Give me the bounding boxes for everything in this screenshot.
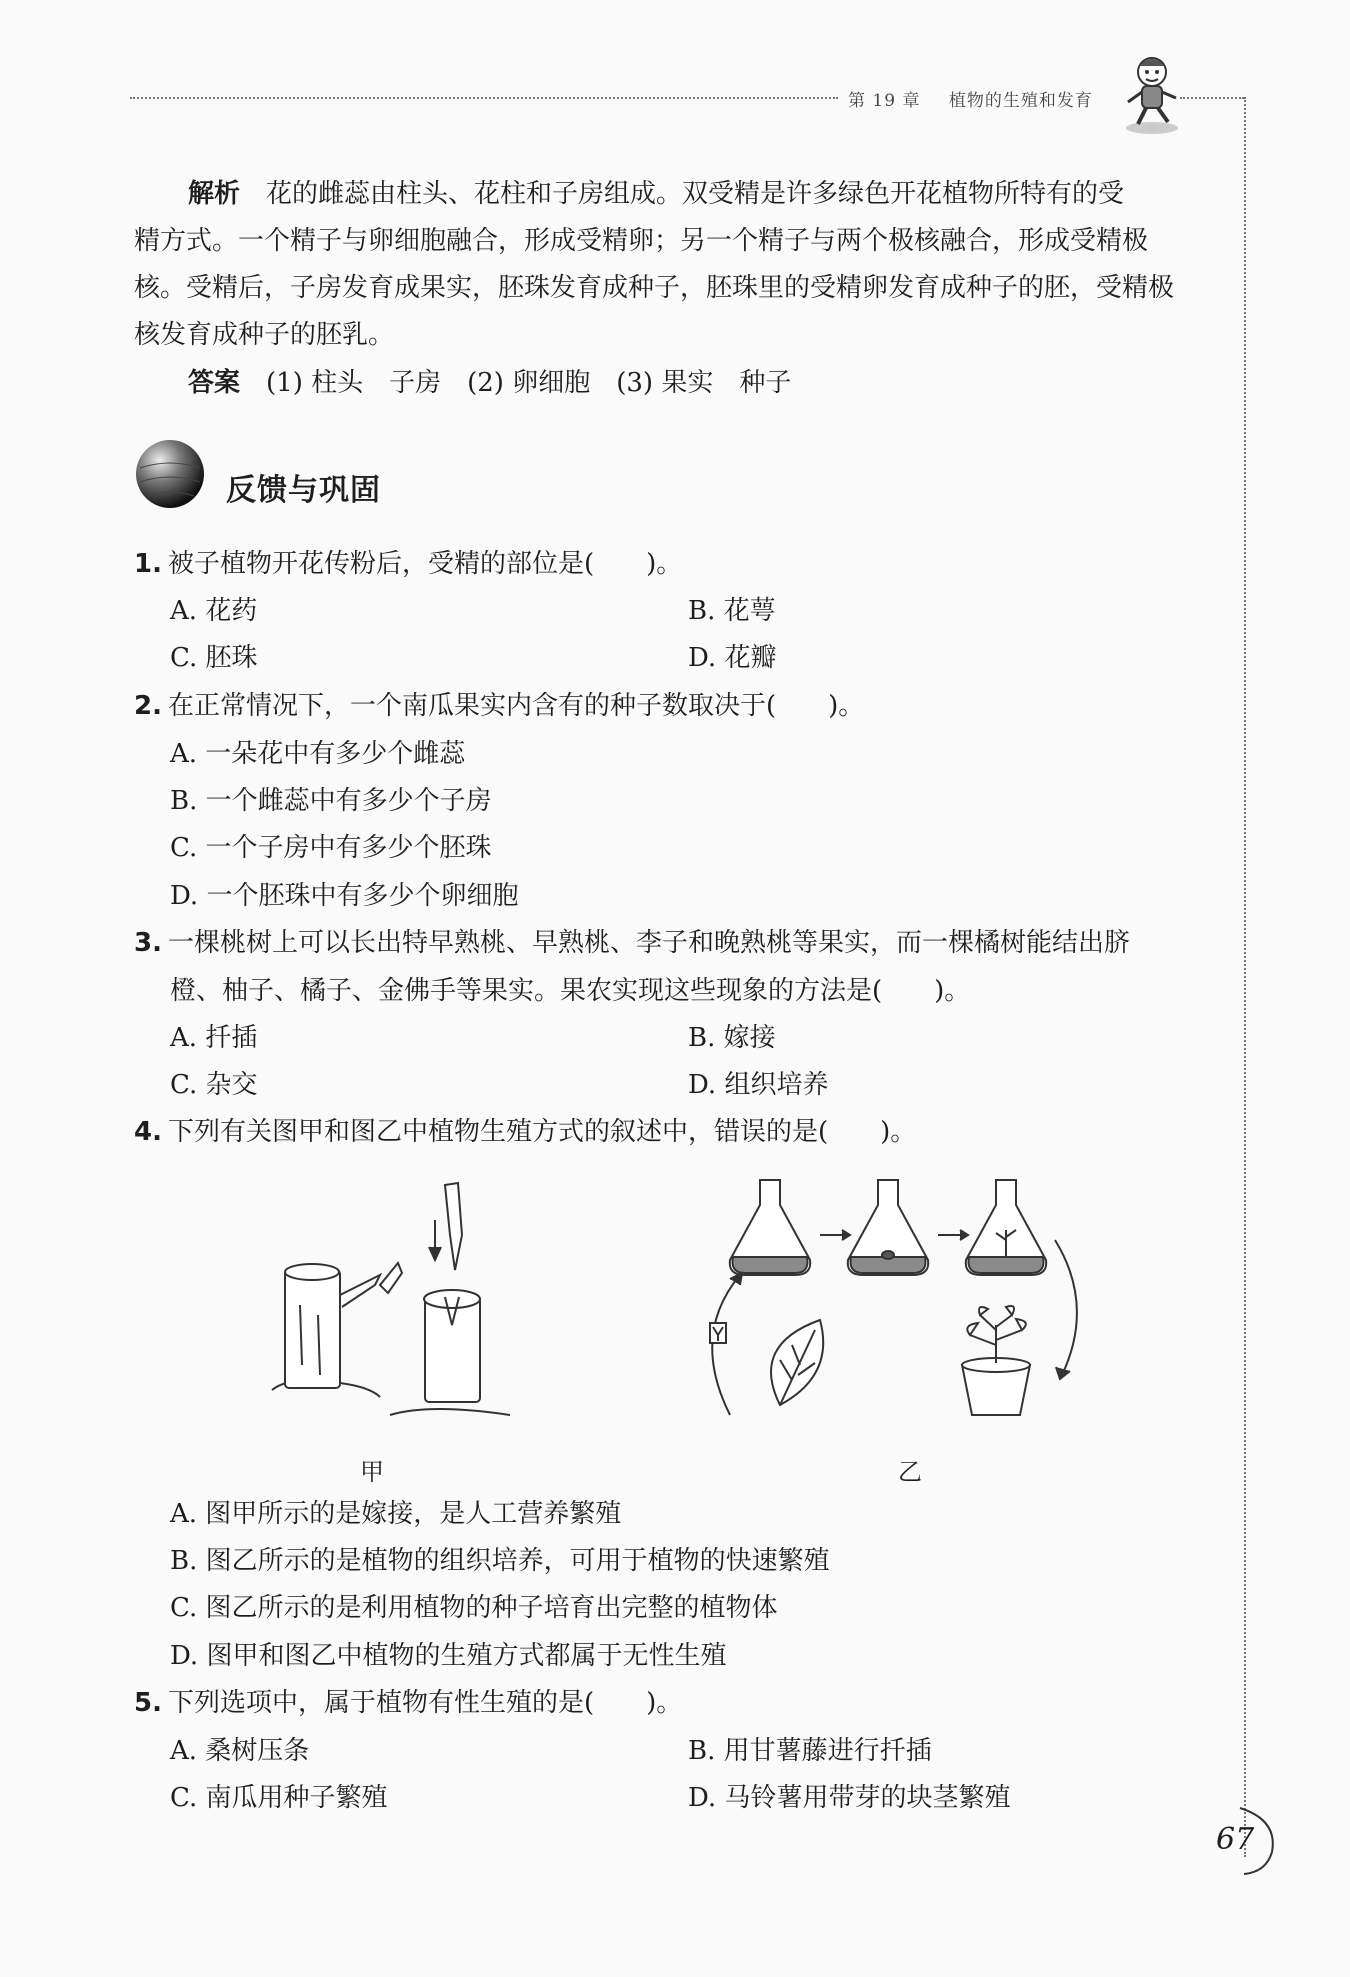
q4-option-c[interactable]: C. 图乙所示的是利用植物的种子培育出完整的植物体	[170, 1593, 778, 1623]
question-3-line-2: 橙、柚子、橘子、金佛手等果实。果农实现这些现象的方法是( )。	[170, 976, 971, 1006]
q3-option-b[interactable]: B. 嫁接	[688, 1023, 776, 1053]
q3-option-d[interactable]: D. 组织培养	[688, 1070, 829, 1100]
q1-option-d[interactable]: D. 花瓣	[688, 643, 777, 673]
q2-option-d[interactable]: D. 一个胚珠中有多少个卵细胞	[170, 881, 519, 911]
caption-jia: 甲	[360, 1458, 384, 1486]
analysis-line-1: 花的雌蕊由柱头、花柱和子房组成。双受精是许多绿色开花植物所特有的受	[266, 179, 1125, 209]
q3-option-a[interactable]: A. 扦插	[170, 1023, 258, 1053]
q2-option-b[interactable]: B. 一个雌蕊中有多少个子房	[170, 786, 492, 816]
q4-option-b[interactable]: B. 图乙所示的是植物的组织培养，可用于植物的快速繁殖	[170, 1546, 830, 1576]
question-1: 1. 被子植物开花传粉后，受精的部位是( )。	[134, 549, 683, 579]
q1-option-b[interactable]: B. 花萼	[688, 596, 776, 626]
sphere-icon	[134, 438, 208, 512]
chapter-title: 植物的生殖和发育	[948, 91, 1093, 111]
question-5: 5. 下列选项中，属于植物有性生殖的是( )。	[134, 1688, 683, 1718]
analysis-line-2: 精方式。一个精子与卵细胞融合，形成受精卵；另一个精子与两个极核融合，形成受精极	[134, 226, 1149, 256]
question-4: 4. 下列有关图甲和图乙中植物生殖方式的叙述中，错误的是( )。	[134, 1117, 917, 1147]
analysis-line-3: 核。受精后，子房发育成果实，胚珠发育成种子，胚珠里的受精卵发育成种子的胚，受精极	[134, 273, 1175, 303]
header-dotted-rule	[130, 97, 838, 99]
answer-line	[134, 360, 1248, 407]
grafting-illustration	[230, 1175, 520, 1425]
page-number: 67	[1216, 1822, 1255, 1857]
q5-option-c[interactable]: C. 南瓜用种子繁殖	[170, 1783, 388, 1813]
answer-label: 答案	[188, 368, 241, 398]
q2-option-a[interactable]: A. 一朵花中有多少个雌蕊	[170, 739, 466, 769]
q1-option-c[interactable]: C. 胚珠	[170, 643, 258, 673]
q5-option-a[interactable]: A. 桑树压条	[170, 1736, 310, 1766]
question-3: 3. 一棵桃树上可以长出特早熟桃、早熟桃、李子和晚熟桃等果实，而一棵橘树能结出脐	[134, 928, 1130, 958]
chapter-number: 第 19 章	[848, 91, 921, 111]
cartoon-mascot-icon	[1112, 52, 1188, 136]
q1-option-a[interactable]: A. 花药	[170, 596, 258, 626]
q2-option-c[interactable]: C. 一个子房中有多少个胚珠	[170, 833, 492, 863]
question-2: 2. 在正常情况下，一个南瓜果实内含有的种子数取决于( )。	[134, 691, 865, 721]
analysis-label: 解析	[188, 179, 241, 209]
q4-option-d[interactable]: D. 图甲和图乙中植物的生殖方式都属于无性生殖	[170, 1641, 727, 1671]
caption-yi: 乙	[898, 1458, 922, 1486]
header-dotted-rule-right	[1180, 97, 1244, 99]
answer-text: (1) 柱头 子房 (2) 卵细胞 (3) 果实 种子	[266, 368, 792, 398]
running-header	[848, 86, 1115, 111]
section-title: 反馈与巩固	[226, 473, 381, 508]
q5-option-b[interactable]: B. 用甘薯藤进行扦插	[688, 1736, 932, 1766]
analysis-line-4: 核发育成种子的胚乳。	[134, 320, 395, 350]
analysis-paragraph	[134, 171, 1194, 359]
q3-option-c[interactable]: C. 杂交	[170, 1070, 258, 1100]
q4-option-a[interactable]: A. 图甲所示的是嫁接，是人工营养繁殖	[170, 1499, 622, 1529]
q5-option-d[interactable]: D. 马铃薯用带芽的块茎繁殖	[688, 1783, 1011, 1813]
tissue-culture-illustration	[700, 1175, 1100, 1435]
